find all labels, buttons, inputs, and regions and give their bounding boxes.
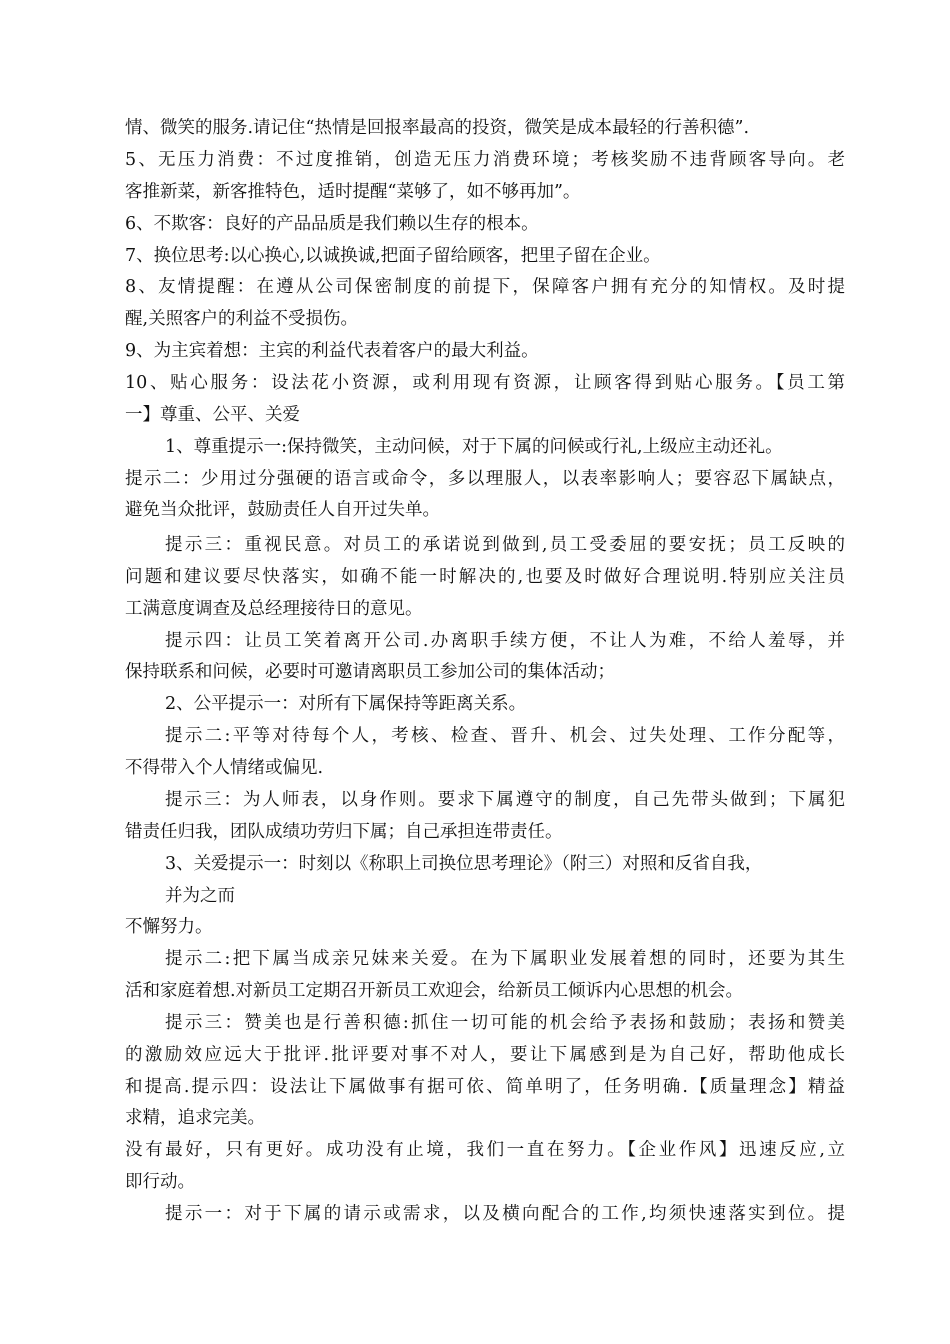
text-line: 避免当众批评，鼓励责任人自开过失单。 bbox=[125, 500, 440, 520]
text-line: 7、换位思考:以心换心,以诚换诚,把面子留给顾客，把里子留在企业。 bbox=[125, 246, 661, 266]
text-line: 并为之而 bbox=[165, 886, 235, 906]
text-line: 工满意度调查及总经理接待日的意见。 bbox=[125, 599, 423, 619]
text-line: 提示三：赞美也是行善积德:抓住一切可能的机会给予表扬和鼓励；表扬和赞美 bbox=[165, 1013, 845, 1033]
text-line: 提示三：为人师表，以身作则。要求下属遵守的制度，自己先带头做到；下属犯 bbox=[165, 790, 845, 810]
text-line: 提示二:把下属当成亲兄妹来关爱。在为下属职业发展着想的同时，还要为其生 bbox=[165, 949, 845, 969]
text-line: 提示一：对于下属的请示或需求，以及横向配合的工作,均须快速落实到位。提 bbox=[165, 1204, 845, 1224]
text-line: 没有最好，只有更好。成功没有止境，我们一直在努力。【企业作风】迅速反应,立 bbox=[125, 1140, 845, 1160]
text-line: 的激励效应远大于批评.批评要对事不对人，要让下属感到是为自己好，帮助他成长 bbox=[125, 1045, 845, 1065]
text-line: 1、尊重提示一:保持微笑，主动问候，对于下属的问候或行礼,上级应主动还礼。 bbox=[165, 437, 783, 457]
text-line: 客推新菜，新客推特色，适时提醒“菜够了，如不够再加”。 bbox=[125, 182, 581, 202]
text-line: 提示三：重视民意。对员工的承诺说到做到,员工受委屈的要安抚；员工反映的 bbox=[165, 535, 845, 555]
text-line: 求精，追求完美。 bbox=[125, 1108, 265, 1128]
text-line: 情、微笑的服务.请记住“热情是回报率最高的投资，微笑是成本最轻的行善积德”. bbox=[125, 118, 750, 138]
text-line: 和提高.提示四：设法让下属做事有据可依、简单明了，任务明确.【质量理念】精益 bbox=[125, 1077, 845, 1097]
text-line: 即行动。 bbox=[125, 1172, 195, 1192]
text-line: 保持联系和问候，必要时可邀请离职员工参加公司的集体活动； bbox=[125, 662, 615, 682]
text-line: 提示二：少用过分强硬的语言或命令，多以理服人，以表率影响人；要容忍下属缺点， bbox=[125, 469, 845, 489]
text-line: 问题和建议要尽快落实，如确不能一时解决的,也要及时做好合理说明.特别应关注员 bbox=[125, 567, 845, 587]
text-line: 6、不欺客：良好的产品品质是我们赖以生存的根本。 bbox=[125, 214, 539, 234]
text-line: 10、贴心服务：设法花小资源，或利用现有资源，让顾客得到贴心服务。【员工第 bbox=[125, 373, 845, 393]
text-line: 2、公平提示一：对所有下属保持等距离关系。 bbox=[165, 694, 527, 714]
text-line: 5、无压力消费：不过度推销，创造无压力消费环境；考核奖励不违背顾客导向。老 bbox=[125, 150, 845, 170]
text-line: 一】尊重、公平、关爱 bbox=[125, 405, 300, 425]
text-line: 8、友情提醒：在遵从公司保密制度的前提下，保障客户拥有充分的知情权。及时提 bbox=[125, 277, 845, 297]
text-line: 错责任归我，团队成绩功劳归下属；自己承担连带责任。 bbox=[125, 822, 563, 842]
text-line: 醒,关照客户的利益不受损伤。 bbox=[125, 309, 359, 329]
text-line: 9、为主宾着想：主宾的利益代表着客户的最大利益。 bbox=[125, 341, 539, 361]
text-line: 提示四：让员工笑着离开公司.办离职手续方便，不让人为难，不给人羞辱，并 bbox=[165, 631, 845, 651]
text-line: 3、关爱提示一：时刻以《称职上司换位思考理论》（附三）对照和反省自我， bbox=[165, 854, 763, 874]
text-line: 不懈努力。 bbox=[125, 917, 213, 937]
text-line: 活和家庭着想.对新员工定期召开新员工欢迎会，给新员工倾诉内心思想的机会。 bbox=[125, 981, 744, 1001]
text-line: 提示二:平等对待每个人，考核、检查、晋升、机会、过失处理、工作分配等， bbox=[165, 726, 845, 746]
text-line: 不得带入个人情绪或偏见. bbox=[125, 758, 324, 778]
